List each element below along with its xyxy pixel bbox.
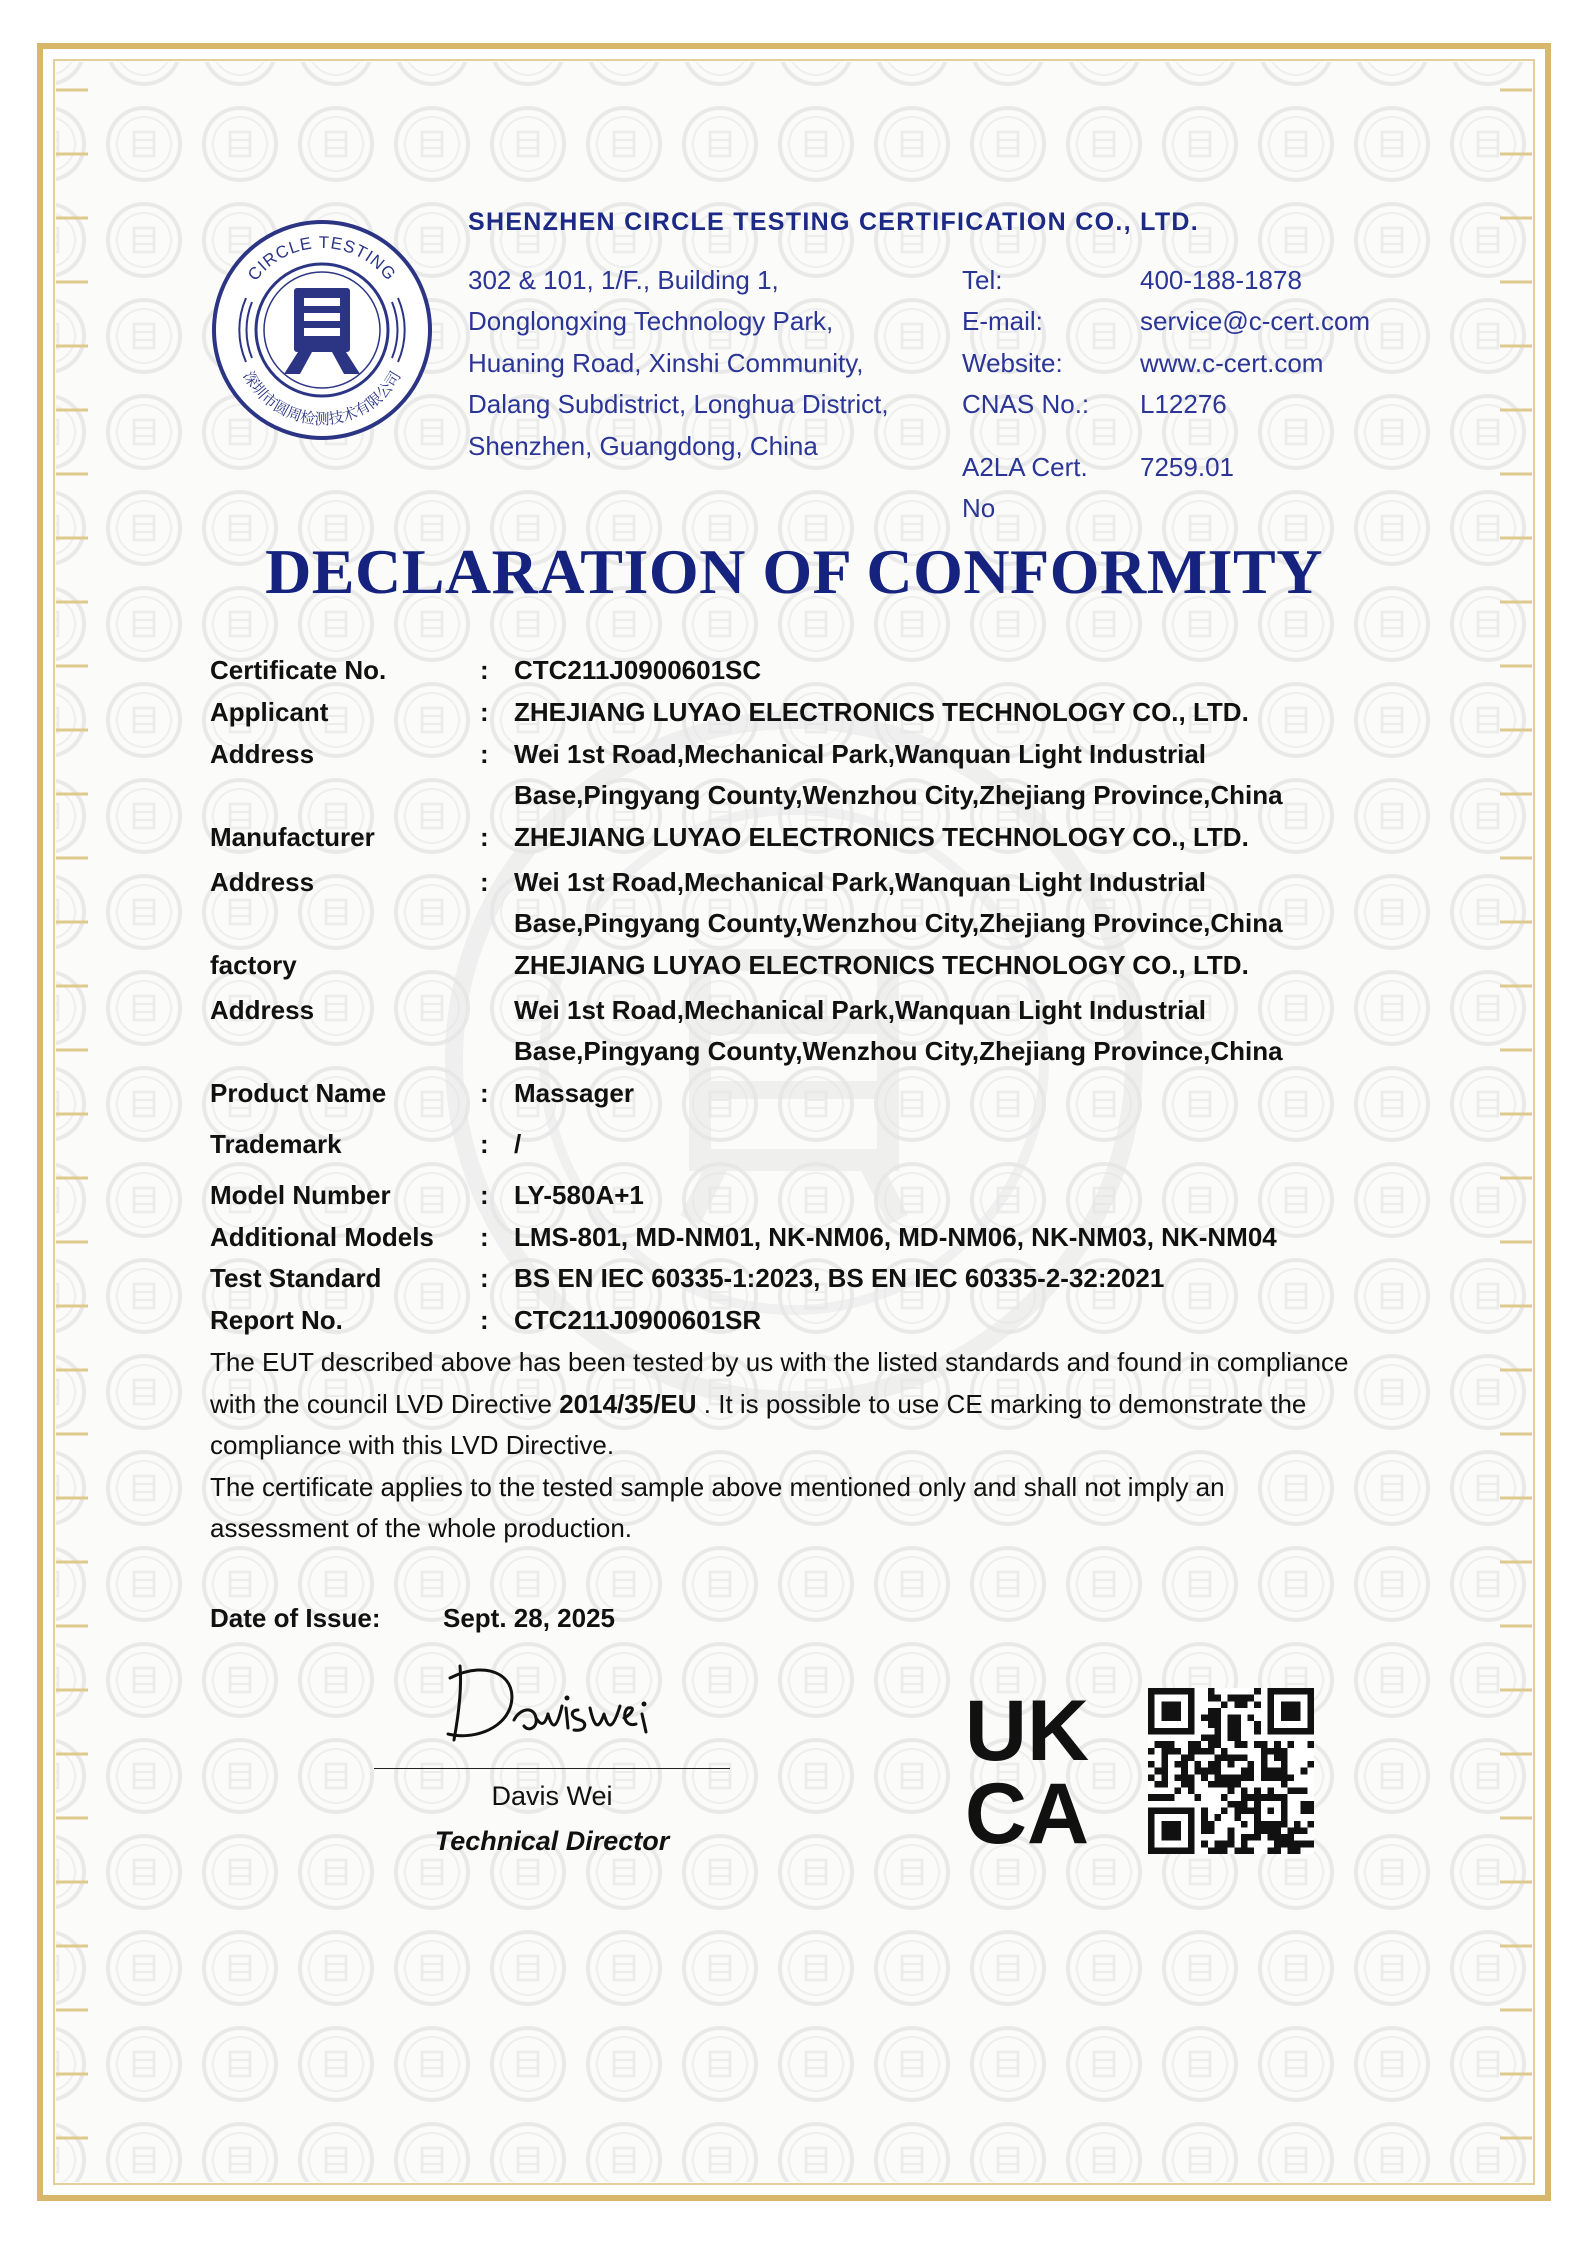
qr-module <box>1194 1748 1201 1755</box>
qr-module <box>1208 1708 1215 1715</box>
field-label-applicant-address: Address <box>210 739 315 769</box>
qr-module <box>1301 1841 1308 1848</box>
qr-module <box>1234 1847 1241 1854</box>
statement-text: . It is possible to use CE marking to demonstrate the <box>696 1389 1307 1419</box>
field-value-report-no: CTC211J0900601SR <box>514 1305 762 1335</box>
field-label-additional-models: Additional Models <box>210 1222 434 1252</box>
qr-module <box>1254 1721 1261 1728</box>
qr-module <box>1281 1834 1288 1841</box>
ukca-mark-line2: CA <box>964 1766 1090 1846</box>
qr-module <box>1214 1841 1221 1848</box>
qr-module <box>1241 1768 1248 1775</box>
qr-module <box>1274 1754 1281 1761</box>
seal-bottom-text: 深圳市圆周检测技术有限公司 <box>239 367 405 428</box>
statement-line <box>210 1389 1306 1420</box>
qr-module <box>1161 1748 1168 1755</box>
company-address-line: Dalang Subdistrict, Longhua District, <box>468 389 889 419</box>
qr-module <box>1234 1808 1241 1815</box>
field-label-trademark: Trademark <box>210 1129 342 1159</box>
qr-module <box>1268 1808 1275 1815</box>
qr-module <box>1241 1754 1248 1761</box>
qr-module <box>1287 1834 1294 1841</box>
field-label-factory: factory <box>210 950 297 980</box>
qr-module <box>1214 1761 1221 1768</box>
field-value-manufacturer: ZHEJIANG LUYAO ELECTRONICS TECHNOLOGY CO., LTD. <box>514 822 1249 852</box>
qr-module <box>1208 1715 1215 1722</box>
qr-module <box>1254 1834 1261 1841</box>
field-colon: : <box>480 822 489 852</box>
qr-module <box>1214 1774 1221 1781</box>
qr-module <box>1228 1834 1235 1841</box>
qr-module <box>1208 1781 1215 1788</box>
qr-module <box>1281 1768 1288 1775</box>
qr-module <box>1287 1847 1294 1854</box>
field-label-test-standard: Test Standard <box>210 1263 382 1293</box>
qr-module <box>1248 1834 1255 1841</box>
field-value-product-name: Massager <box>514 1078 634 1108</box>
qr-module <box>1241 1794 1248 1801</box>
qr-module <box>1214 1721 1221 1728</box>
qr-module <box>1161 1821 1181 1841</box>
qr-module <box>1287 1827 1294 1834</box>
qr-module <box>1155 1768 1162 1775</box>
statement-text: with the council LVD Directive <box>210 1389 560 1419</box>
qr-module <box>1175 1774 1182 1781</box>
directive-number: 2014/35/EU <box>559 1389 697 1419</box>
field-label-model-number: Model Number <box>210 1180 391 1210</box>
contact-tel-value: 400-188-1878 <box>1140 265 1302 295</box>
qr-module <box>1307 1801 1314 1808</box>
qr-module <box>1208 1768 1215 1775</box>
qr-module <box>1201 1814 1208 1821</box>
qr-module <box>1208 1761 1215 1768</box>
qr-module <box>1241 1841 1248 1848</box>
qr-module <box>1221 1748 1228 1755</box>
qr-module <box>1261 1768 1268 1775</box>
qr-module <box>1228 1827 1235 1834</box>
qr-module <box>1155 1794 1162 1801</box>
qr-module <box>1148 1774 1155 1781</box>
qr-module <box>1268 1827 1275 1834</box>
field-value-additional-models: LMS-801, MD-NM01, NK-NM06, MD-NM06, NK-NM03, NK-NM04 <box>514 1222 1277 1252</box>
qr-module <box>1241 1788 1248 1795</box>
qr-module <box>1241 1774 1248 1781</box>
qr-module <box>1214 1847 1221 1854</box>
contact-a2la-label-cont: No <box>962 493 996 523</box>
qr-module <box>1248 1768 1255 1775</box>
company-address-line: Donglongxing Technology Park, <box>468 306 834 336</box>
qr-module <box>1208 1821 1215 1828</box>
qr-module <box>1241 1701 1248 1708</box>
signatory-title: Technical Director <box>434 1826 670 1856</box>
qr-module <box>1301 1808 1308 1815</box>
qr-module <box>1234 1701 1241 1708</box>
field-colon: : <box>480 655 489 685</box>
field-colon: : <box>480 697 489 727</box>
qr-module <box>1228 1695 1235 1702</box>
qr-module <box>1234 1721 1241 1728</box>
qr-module <box>1241 1808 1248 1815</box>
qr-module <box>1228 1721 1235 1728</box>
qr-module <box>1201 1821 1208 1828</box>
field-colon: : <box>480 1263 489 1293</box>
qr-module <box>1228 1728 1235 1735</box>
qr-module <box>1214 1695 1221 1702</box>
qr-module <box>1214 1754 1221 1761</box>
qr-module <box>1234 1715 1241 1722</box>
qr-module <box>1307 1808 1314 1815</box>
qr-module <box>1194 1741 1201 1748</box>
qr-module <box>1248 1808 1255 1815</box>
qr-module <box>1221 1841 1228 1848</box>
qr-code <box>1148 1688 1314 1854</box>
field-value-factory-address-line: Base,Pingyang County,Wenzhou City,Zhejiang Province,China <box>514 1036 1283 1066</box>
qr-module <box>1168 1794 1175 1801</box>
qr-module <box>1254 1728 1261 1735</box>
qr-module <box>1234 1741 1241 1748</box>
company-address-line: 302 & 101, 1/F., Building 1, <box>468 265 779 295</box>
qr-module <box>1214 1728 1221 1735</box>
qr-module <box>1301 1788 1308 1795</box>
qr-module <box>1194 1794 1201 1801</box>
qr-module <box>1261 1754 1268 1761</box>
field-label-certificate-no: Certificate No. <box>210 655 387 685</box>
issue-date-value: Sept. 28, 2025 <box>443 1603 615 1633</box>
statement-line: The EUT described above has been tested by us with the listed standards and found in compliance <box>210 1347 1349 1377</box>
field-colon: : <box>480 1078 489 1108</box>
company-address-line: Shenzhen, Guangdong, China <box>468 431 818 461</box>
qr-module <box>1221 1701 1228 1708</box>
qr-module <box>1241 1801 1248 1808</box>
qr-module <box>1181 1781 1188 1788</box>
qr-module <box>1261 1741 1268 1748</box>
qr-module <box>1208 1695 1215 1702</box>
qr-module <box>1234 1695 1241 1702</box>
qr-module <box>1168 1741 1175 1748</box>
qr-module <box>1301 1768 1308 1775</box>
qr-module <box>1307 1741 1314 1748</box>
qr-module <box>1175 1788 1182 1795</box>
signature-line <box>374 1768 730 1769</box>
qr-module <box>1274 1841 1281 1848</box>
qr-module <box>1181 1768 1188 1775</box>
document-title: DECLARATION OF CONFORMITY <box>265 536 1323 607</box>
qr-module <box>1214 1768 1221 1775</box>
qr-module <box>1241 1834 1248 1841</box>
qr-module <box>1248 1715 1255 1722</box>
qr-module <box>1194 1761 1201 1768</box>
qr-module <box>1287 1788 1294 1795</box>
qr-module <box>1234 1814 1241 1821</box>
qr-module <box>1214 1715 1221 1722</box>
field-label-product-name: Product Name <box>210 1078 387 1108</box>
field-label-manufacturer-address: Address <box>210 867 315 897</box>
ukca-mark <box>946 1686 1108 1846</box>
qr-module <box>1181 1761 1188 1768</box>
qr-module <box>1161 1761 1168 1768</box>
qr-module <box>1261 1761 1268 1768</box>
qr-module <box>1281 1701 1301 1721</box>
qr-module <box>1201 1774 1208 1781</box>
qr-module <box>1214 1708 1221 1715</box>
qr-module <box>1261 1748 1268 1755</box>
qr-module <box>1274 1834 1281 1841</box>
qr-module <box>1294 1821 1301 1828</box>
company-seal-logo <box>210 218 434 442</box>
qr-module <box>1254 1827 1261 1834</box>
qr-module <box>1241 1695 1248 1702</box>
qr-module <box>1248 1774 1255 1781</box>
field-value-factory-address-line: Wei 1st Road,Mechanical Park,Wanquan Light Industrial <box>514 995 1207 1025</box>
qr-module <box>1307 1841 1314 1848</box>
qr-module <box>1221 1847 1228 1854</box>
contact-cnas-value: L12276 <box>1140 389 1227 419</box>
qr-module <box>1201 1808 1208 1815</box>
field-value-applicant: ZHEJIANG LUYAO ELECTRONICS TECHNOLOGY CO., LTD. <box>514 697 1249 727</box>
qr-module <box>1248 1761 1255 1768</box>
qr-module <box>1228 1774 1235 1781</box>
qr-module <box>1274 1768 1281 1775</box>
qr-module <box>1188 1788 1195 1795</box>
qr-module <box>1214 1734 1221 1741</box>
qr-module <box>1274 1827 1281 1834</box>
qr-module <box>1188 1741 1195 1748</box>
issue-date-label: Date of Issue: <box>210 1603 381 1633</box>
qr-module <box>1201 1768 1208 1775</box>
qr-module <box>1181 1754 1188 1761</box>
contact-tel-label: Tel: <box>962 265 1003 295</box>
contact-website-label: Website: <box>962 348 1063 378</box>
statement-line: The certificate applies to the tested sample above mentioned only and shall not imply an <box>210 1472 1225 1502</box>
qr-module <box>1268 1774 1275 1781</box>
qr-module <box>1161 1741 1168 1748</box>
qr-module <box>1294 1841 1301 1848</box>
qr-module <box>1148 1761 1155 1768</box>
qr-module <box>1208 1734 1215 1741</box>
field-colon: : <box>480 1129 489 1159</box>
qr-module <box>1281 1748 1288 1755</box>
qr-module <box>1268 1847 1275 1854</box>
qr-module <box>1228 1801 1235 1808</box>
qr-module <box>1228 1754 1235 1761</box>
qr-module <box>1268 1834 1275 1841</box>
field-colon: : <box>480 1222 489 1252</box>
statement-line: compliance with this LVD Directive. <box>210 1430 615 1460</box>
field-colon: : <box>480 739 489 769</box>
field-value-test-standard: BS EN IEC 60335-1:2023, BS EN IEC 60335-2-32:2021 <box>514 1263 1165 1293</box>
qr-module <box>1301 1827 1308 1834</box>
qr-module <box>1175 1748 1182 1755</box>
signatory-name: Davis Wei <box>491 1781 613 1811</box>
qr-module <box>1294 1827 1301 1834</box>
field-label-report-no: Report No. <box>210 1305 343 1335</box>
qr-module <box>1274 1748 1281 1755</box>
qr-module <box>1268 1748 1275 1755</box>
qr-module <box>1221 1781 1228 1788</box>
field-label-applicant: Applicant <box>210 697 329 727</box>
qr-module <box>1228 1841 1235 1848</box>
qr-module <box>1221 1808 1228 1815</box>
qr-module <box>1201 1841 1208 1848</box>
qr-module <box>1274 1774 1281 1781</box>
qr-module <box>1268 1788 1275 1795</box>
qr-module <box>1201 1748 1208 1755</box>
qr-module <box>1194 1768 1201 1775</box>
qr-module <box>1214 1814 1221 1821</box>
qr-module <box>1274 1847 1281 1854</box>
qr-module <box>1221 1794 1228 1801</box>
qr-module <box>1281 1841 1288 1848</box>
qr-module <box>1254 1788 1261 1795</box>
qr-module <box>1281 1781 1288 1788</box>
field-value-certificate-no: CTC211J0900601SC <box>514 655 762 685</box>
field-label-factory-address: Address <box>210 995 315 1025</box>
contact-cnas-label: CNAS No.: <box>962 389 1090 419</box>
qr-module <box>1208 1827 1215 1834</box>
qr-module <box>1234 1734 1241 1741</box>
qr-module <box>1307 1761 1314 1768</box>
qr-module <box>1234 1728 1241 1735</box>
qr-module <box>1188 1754 1195 1761</box>
qr-module <box>1287 1774 1294 1781</box>
qr-module <box>1208 1847 1215 1854</box>
qr-module <box>1221 1754 1228 1761</box>
qr-module <box>1161 1768 1168 1775</box>
qr-module <box>1287 1841 1294 1848</box>
qr-module <box>1188 1748 1195 1755</box>
qr-module <box>1155 1781 1162 1788</box>
seal-top-text: CIRCLE TESTING <box>243 232 400 285</box>
ukca-mark-line1: UK <box>964 1686 1090 1779</box>
qr-module <box>1228 1734 1235 1741</box>
contact-a2la-label: A2LA Cert. <box>962 452 1088 482</box>
qr-module <box>1201 1827 1208 1834</box>
qr-module <box>1208 1748 1215 1755</box>
qr-module <box>1214 1781 1221 1788</box>
qr-module <box>1248 1695 1255 1702</box>
qr-module <box>1181 1774 1188 1781</box>
field-value-applicant-address-line: Base,Pingyang County,Wenzhou City,Zhejiang Province,China <box>514 780 1283 810</box>
qr-module <box>1241 1821 1248 1828</box>
qr-module <box>1161 1774 1168 1781</box>
qr-module <box>1281 1754 1288 1761</box>
qr-module <box>1228 1715 1235 1722</box>
qr-module <box>1168 1748 1175 1755</box>
company-address-line: Huaning Road, Xinshi Community, <box>468 348 864 378</box>
qr-module <box>1188 1774 1195 1781</box>
qr-module <box>1268 1768 1275 1775</box>
contact-website-value: www.c-cert.com <box>1140 348 1324 378</box>
field-value-trademark: / <box>514 1129 522 1159</box>
qr-module <box>1234 1754 1241 1761</box>
qr-module <box>1248 1847 1255 1854</box>
field-value-manufacturer-address-line: Wei 1st Road,Mechanical Park,Wanquan Light Industrial <box>514 867 1207 897</box>
qr-module <box>1281 1761 1288 1768</box>
qr-module <box>1254 1741 1261 1748</box>
qr-module <box>1161 1701 1181 1721</box>
field-colon: : <box>480 1180 489 1210</box>
qr-module <box>1241 1741 1248 1748</box>
qr-module <box>1261 1827 1268 1834</box>
qr-module <box>1208 1741 1215 1748</box>
statement-line: assessment of the whole production. <box>210 1513 633 1543</box>
qr-module <box>1234 1774 1241 1781</box>
qr-module <box>1161 1794 1168 1801</box>
field-value-model-number: LY-580A+1 <box>514 1180 644 1210</box>
qr-module <box>1201 1734 1208 1741</box>
qr-module <box>1274 1741 1281 1748</box>
qr-module <box>1161 1781 1168 1788</box>
qr-module <box>1148 1748 1155 1755</box>
qr-module <box>1287 1741 1294 1748</box>
field-label-manufacturer: Manufacturer <box>210 822 375 852</box>
qr-module <box>1214 1741 1221 1748</box>
qr-module <box>1208 1688 1215 1695</box>
field-value-manufacturer-address-line: Base,Pingyang County,Wenzhou City,Zhejiang Province,China <box>514 908 1283 938</box>
field-value-factory: ZHEJIANG LUYAO ELECTRONICS TECHNOLOGY CO., LTD. <box>514 950 1249 980</box>
qr-module <box>1228 1788 1235 1795</box>
company-name: SHENZHEN CIRCLE TESTING CERTIFICATION CO., LTD. <box>468 208 1199 236</box>
qr-module <box>1307 1821 1314 1828</box>
qr-module <box>1248 1794 1255 1801</box>
qr-module <box>1228 1761 1235 1768</box>
qr-module <box>1234 1801 1241 1808</box>
qr-module <box>1155 1741 1162 1748</box>
qr-module <box>1161 1754 1168 1761</box>
qr-module <box>1228 1781 1235 1788</box>
contact-email-label: E-mail: <box>962 306 1043 336</box>
qr-module <box>1201 1715 1208 1722</box>
qr-module <box>1148 1794 1155 1801</box>
qr-module <box>1188 1781 1195 1788</box>
qr-module <box>1221 1774 1228 1781</box>
qr-module <box>1261 1774 1268 1781</box>
handwritten-signature <box>440 1648 680 1758</box>
qr-module <box>1208 1721 1215 1728</box>
qr-module <box>1281 1774 1288 1781</box>
qr-module <box>1241 1847 1248 1854</box>
qr-module <box>1254 1701 1261 1708</box>
field-colon: : <box>480 1305 489 1335</box>
qr-module <box>1301 1801 1308 1808</box>
field-value-applicant-address-line: Wei 1st Road,Mechanical Park,Wanquan Light Industrial <box>514 739 1207 769</box>
qr-module <box>1175 1761 1182 1768</box>
contact-a2la-value: 7259.01 <box>1140 452 1234 482</box>
qr-module <box>1294 1847 1301 1854</box>
qr-module <box>1254 1688 1261 1695</box>
field-colon: : <box>480 867 489 897</box>
qr-module <box>1294 1788 1301 1795</box>
qr-module <box>1234 1781 1241 1788</box>
contact-email-value: service@c-cert.com <box>1140 306 1371 336</box>
